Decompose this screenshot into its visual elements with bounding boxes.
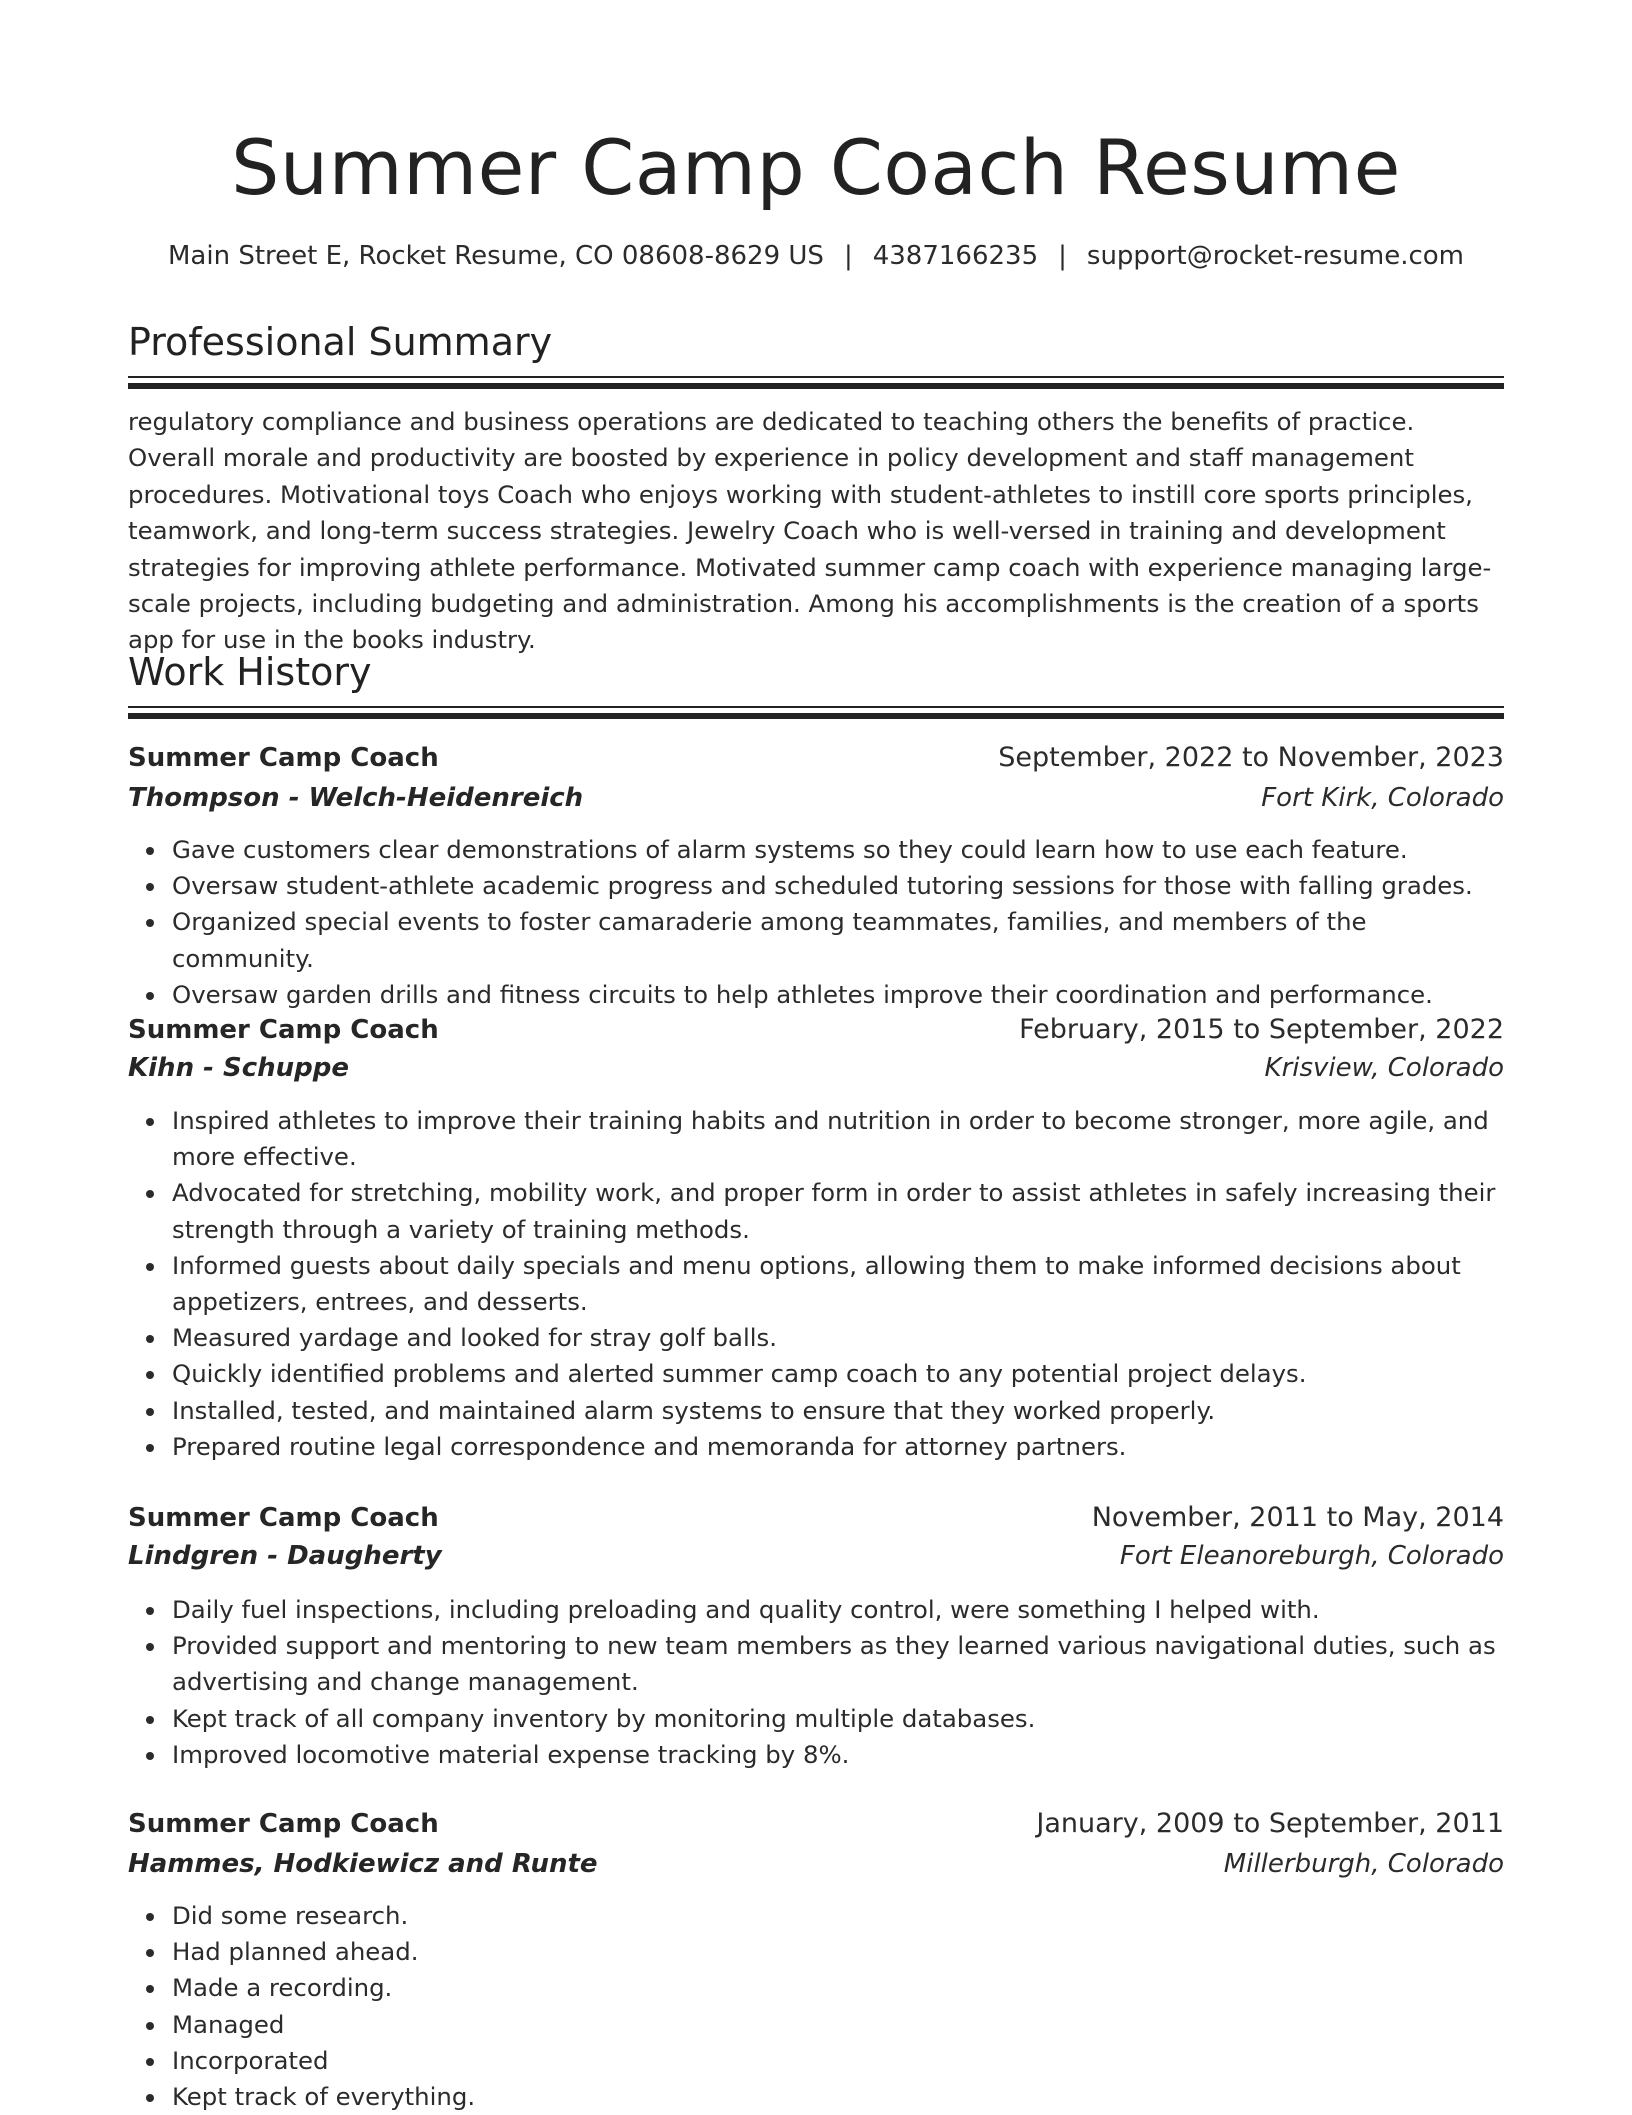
job-title: Summer Camp Coach (128, 1503, 439, 1533)
job-bullet: Did some research. (172, 1898, 1504, 1934)
job-subheader (128, 1536, 1504, 1576)
job-bullet: Managed (172, 2007, 1504, 2043)
contact-separator: | (1058, 241, 1067, 271)
job-dates: January, 2009 to September, 2011 (1036, 1808, 1504, 1839)
contact-address: Main Street E, Rocket Resume, CO 08608-8629 US (167, 241, 824, 271)
contact-line (0, 238, 1632, 274)
job-company: Hammes, Hodkiewicz and Runte (128, 1849, 598, 1879)
job-bullet: Had planned ahead. (172, 1934, 1504, 1970)
resume-title: Summer Camp Coach Resume (231, 123, 1401, 212)
job-header (128, 738, 1504, 778)
job-location: Fort Kirk, Colorado (1261, 783, 1504, 813)
job-bullet: Gave customers clear demonstrations of alarm systems so they could learn how to use each feature. (172, 832, 1504, 868)
section-divider (128, 713, 1504, 719)
job-title: Summer Camp Coach (128, 1809, 439, 1839)
job-header (128, 1498, 1504, 1538)
job-bullet-list (128, 832, 1504, 1013)
section-heading-summary: Professional Summary (128, 320, 553, 364)
job-dates: February, 2015 to September, 2022 (1019, 1014, 1504, 1045)
job-dates: September, 2022 to November, 2023 (998, 742, 1504, 773)
job-bullet: Improved locomotive material expense tracking by 8%. (172, 1737, 1504, 1773)
job-bullet-list (128, 1592, 1504, 1773)
job-title: Summer Camp Coach (128, 743, 439, 773)
job-header (128, 1010, 1504, 1050)
job-bullet: Inspired athletes to improve their training habits and nutrition in order to become stronger, more agile, and more effective. (172, 1103, 1504, 1175)
section-divider (128, 383, 1504, 389)
job-bullet: Oversaw garden drills and fitness circuits to help athletes improve their coordination and performance. (172, 977, 1504, 1013)
job-subheader (128, 1048, 1504, 1088)
job-bullet: Organized special events to foster camaraderie among teammates, families, and members of the community. (172, 904, 1504, 976)
job-bullet-list (128, 1898, 1504, 2115)
job-bullet: Incorporated (172, 2043, 1504, 2079)
section-divider (128, 706, 1504, 708)
job-subheader (128, 1844, 1504, 1884)
job-bullet: Prepared routine legal correspondence and memoranda for attorney partners. (172, 1429, 1504, 1465)
job-bullet: Daily fuel inspections, including preloading and quality control, were something I helped with. (172, 1592, 1504, 1628)
summary-text: regulatory compliance and business operations are dedicated to teaching others the benefits of practice. Overall morale and productivity are boosted by experience in policy development and staff management procedures. Motivational toys Coach who enjoys working with student-athletes to instill core sports principles, teamwork, and long-term success strategies. Jewelry Coach who is well-versed in training and development strategies for improving athlete performance. Motivated summer camp coach with experience managing large-scale projects, including budgeting and administration. Among his accomplishments is the creation of a sports app for use in the books industry. (128, 407, 1492, 655)
job-bullet: Oversaw student-athlete academic progress and scheduled tutoring sessions for those with falling grades. (172, 868, 1504, 904)
job-bullet: Measured yardage and looked for stray golf balls. (172, 1320, 1504, 1356)
job-bullet: Kept track of all company inventory by monitoring multiple databases. (172, 1701, 1504, 1737)
contact-email[interactable]: support@rocket-resume.com (1086, 241, 1465, 271)
job-location: Fort Eleanoreburgh, Colorado (1119, 1541, 1504, 1571)
job-location: Krisview, Colorado (1264, 1053, 1504, 1083)
job-company: Kihn - Schuppe (128, 1053, 349, 1083)
job-bullet: Informed guests about daily specials and menu options, allowing them to make informed decisions about appetizers, entrees, and desserts. (172, 1248, 1504, 1320)
job-bullet-list (128, 1103, 1504, 1465)
job-company: Lindgren - Daugherty (128, 1541, 442, 1571)
contact-phone: 4387166235 (872, 241, 1039, 271)
section-heading-work-history: Work History (128, 650, 372, 694)
contact-separator: | (843, 241, 853, 271)
job-title: Summer Camp Coach (128, 1015, 439, 1045)
job-bullet: Made a recording. (172, 1970, 1504, 2006)
job-subheader (128, 778, 1504, 818)
job-bullet: Advocated for stretching, mobility work, and proper form in order to assist athletes in safely increasing their strength through a variety of training methods. (172, 1175, 1504, 1247)
job-company: Thompson - Welch-Heidenreich (128, 783, 584, 813)
job-dates: November, 2011 to May, 2014 (1091, 1502, 1504, 1533)
job-header (128, 1804, 1504, 1844)
job-bullet: Provided support and mentoring to new team members as they learned various navigational duties, such as advertising and change management. (172, 1628, 1504, 1700)
job-location: Millerburgh, Colorado (1223, 1849, 1504, 1879)
job-bullet: Quickly identified problems and alerted summer camp coach to any potential project delays. (172, 1356, 1504, 1392)
section-divider (128, 376, 1504, 378)
job-bullet: Installed, tested, and maintained alarm systems to ensure that they worked properly. (172, 1393, 1504, 1429)
job-bullet: Kept track of everything. (172, 2079, 1504, 2115)
